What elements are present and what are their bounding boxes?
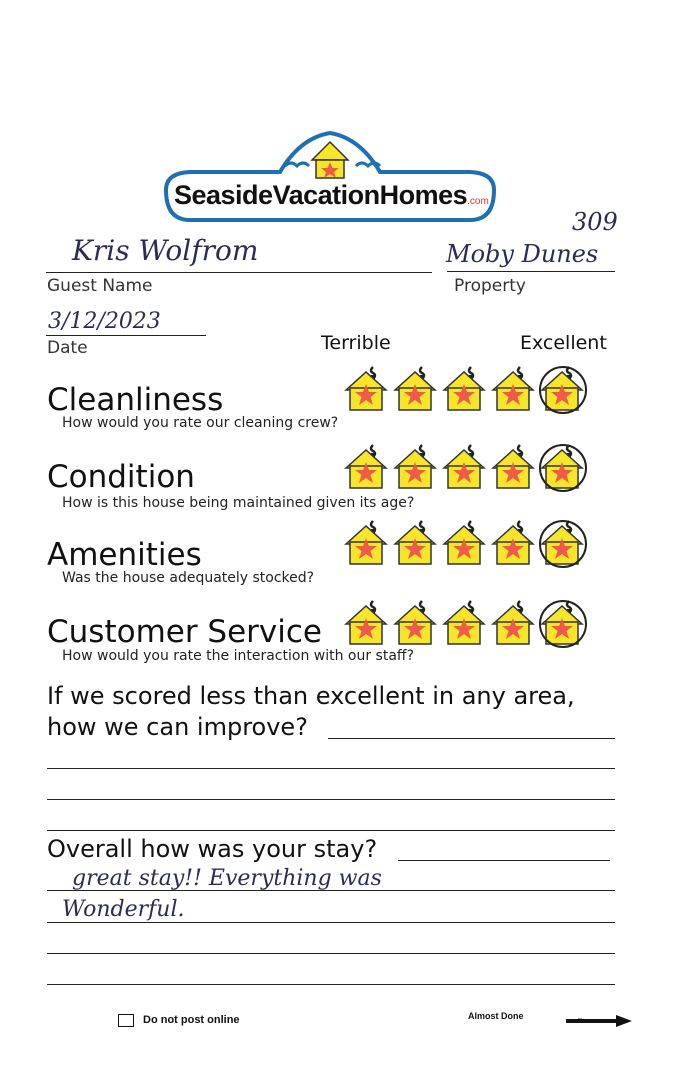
house-star-icon[interactable]	[391, 518, 439, 566]
house-star-icon[interactable]	[342, 442, 390, 490]
overall-answer-line2: Wonderful.	[62, 897, 185, 922]
improve-line-2	[47, 799, 615, 800]
property-number: 309	[572, 208, 618, 236]
date-line	[46, 335, 206, 336]
amenities-rating	[342, 518, 586, 566]
house-star-icon[interactable]	[342, 364, 390, 412]
selection-circle	[539, 366, 587, 414]
house-star-icon[interactable]	[489, 442, 537, 490]
overall-line-0	[398, 860, 610, 861]
house-star-icon[interactable]	[391, 598, 439, 646]
house-star-icon[interactable]	[440, 518, 488, 566]
improve-question-line2: how we can improve?	[47, 713, 308, 741]
improve-question-line1: If we scored less than excellent in any area,	[47, 682, 575, 710]
house-star-icon[interactable]	[342, 518, 390, 566]
house-star-icon[interactable]	[538, 364, 586, 412]
house-star-icon[interactable]	[489, 364, 537, 412]
date-label: Date	[47, 338, 88, 358]
amenities-question: Was the house adequately stocked?	[62, 570, 315, 586]
house-star-icon[interactable]	[391, 442, 439, 490]
scale-low-label: Terrible	[321, 332, 391, 354]
date-value: 3/12/2023	[48, 309, 161, 334]
improve-line-0	[328, 738, 615, 739]
cleanliness-title: Cleanliness	[47, 382, 224, 418]
guest-name-line	[46, 272, 432, 273]
guest-name-label: Guest Name	[47, 276, 153, 296]
house-star-icon[interactable]	[440, 598, 488, 646]
selection-circle	[539, 600, 587, 648]
house-star-icon[interactable]	[342, 598, 390, 646]
guest-name-value: Kris Wolfrom	[72, 234, 259, 267]
arrow-right-icon[interactable]	[566, 1012, 632, 1024]
house-star-icon[interactable]	[538, 518, 586, 566]
overall-question: Overall how was your stay?	[47, 835, 378, 863]
do-not-post-checkbox[interactable]	[118, 1014, 134, 1027]
selection-circle	[539, 520, 587, 568]
overall-answer-line1: great stay!! Everything was	[72, 866, 382, 891]
do-not-post-label: Do not post online	[143, 1014, 240, 1026]
house-star-icon[interactable]	[391, 364, 439, 412]
overall-line-4	[47, 984, 615, 985]
improve-line-3	[47, 830, 615, 831]
logo-suffix: .com	[467, 196, 489, 207]
house-star-icon[interactable]	[440, 364, 488, 412]
house-star-icon[interactable]	[489, 598, 537, 646]
customer-service-rating	[342, 598, 586, 646]
amenities-title: Amenities	[47, 537, 202, 573]
house-star-icon[interactable]	[440, 442, 488, 490]
property-line	[447, 271, 615, 272]
logo	[160, 128, 500, 223]
property-label: Property	[454, 276, 526, 296]
condition-question: How is this house being maintained given its age?	[62, 495, 415, 511]
house-star-icon[interactable]	[538, 598, 586, 646]
cleanliness-rating	[342, 364, 586, 412]
overall-line-3	[47, 953, 615, 954]
condition-title: Condition	[47, 459, 195, 495]
scale-high-label: Excellent	[520, 332, 607, 354]
almost-done-label: Almost Done	[468, 1011, 524, 1021]
improve-line-1	[47, 768, 615, 769]
house-star-icon[interactable]	[489, 518, 537, 566]
customer-service-title: Customer Service	[47, 614, 323, 650]
cleanliness-question: How would you rate our cleaning crew?	[62, 415, 339, 431]
condition-rating	[342, 442, 586, 490]
overall-line-1	[47, 890, 615, 891]
flip-label: Flip	[578, 1018, 587, 1024]
property-value: Moby Dunes	[446, 240, 599, 268]
selection-circle	[539, 444, 587, 492]
overall-line-2	[47, 922, 615, 923]
customer-service-question: How would you rate the interaction with our staff?	[62, 648, 414, 664]
house-star-icon[interactable]	[538, 442, 586, 490]
logo-brand: SeasideVacationHomes	[174, 180, 468, 210]
